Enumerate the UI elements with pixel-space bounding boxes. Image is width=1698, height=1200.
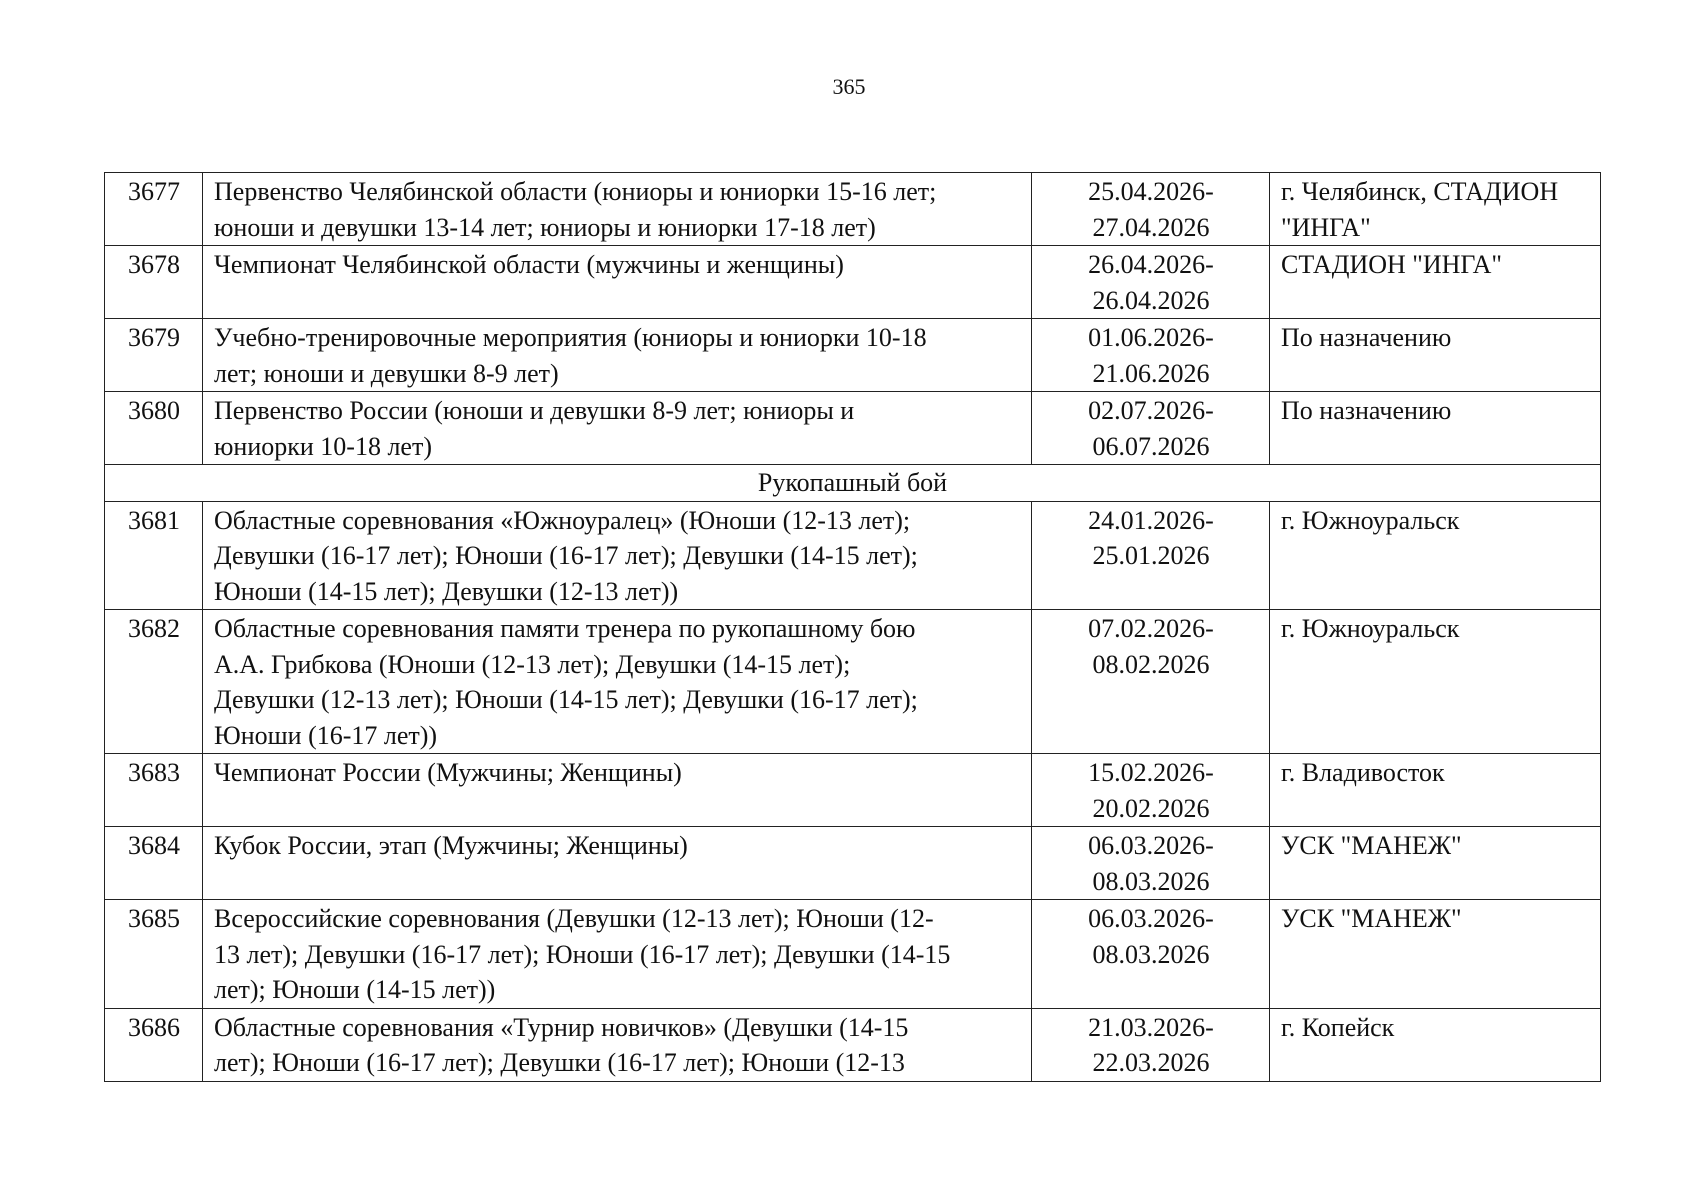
- table-row: [105, 900, 1601, 1009]
- event-dates: 07.02.2026- 08.02.2026: [1032, 610, 1270, 754]
- section-title: Рукопашный бой: [105, 465, 1601, 502]
- table-row: [105, 173, 1601, 246]
- event-dates: 24.01.2026- 25.01.2026: [1032, 501, 1270, 610]
- event-number: 3678: [105, 246, 203, 319]
- event-name: Первенство Челябинской области (юниоры и юниорки 15-16 лет; юноши и девушки 13-14 лет; юниоры и юниорки 17-18 лет): [203, 173, 1032, 246]
- event-number: 3683: [105, 754, 203, 827]
- event-name: Областные соревнования «Турнир новичков» (Девушки (14-15 лет); Юноши (16-17 лет); Девушки (16-17 лет); Юноши (12-13: [203, 1008, 1032, 1081]
- page-number: 365: [832, 74, 866, 99]
- event-name: Первенство России (юноши и девушки 8-9 лет; юниоры и юниорки 10-18 лет): [203, 392, 1032, 465]
- event-number: 3677: [105, 173, 203, 246]
- event-dates: 21.03.2026- 22.03.2026: [1032, 1008, 1270, 1081]
- event-place: УСК "МАНЕЖ": [1270, 900, 1601, 1009]
- event-dates: 02.07.2026- 06.07.2026: [1032, 392, 1270, 465]
- event-name: Чемпионат России (Мужчины; Женщины): [203, 754, 1032, 827]
- events-table: [104, 172, 1601, 1082]
- table-row: [105, 754, 1601, 827]
- event-place: г. Южноуральск: [1270, 610, 1601, 754]
- event-dates: 06.03.2026- 08.03.2026: [1032, 900, 1270, 1009]
- event-name: Областные соревнования «Южноуралец» (Юноши (12-13 лет); Девушки (16-17 лет); Юноши (16-17 лет); Девушки (14-15 лет); Юноши (14-15 лет); Девушки (12-13 лет)): [203, 501, 1032, 610]
- table-row: [105, 827, 1601, 900]
- section-header-row: [105, 465, 1601, 502]
- event-dates: 06.03.2026- 08.03.2026: [1032, 827, 1270, 900]
- event-place: г. Владивосток: [1270, 754, 1601, 827]
- event-place: г. Челябинск, СТАДИОН "ИНГА": [1270, 173, 1601, 246]
- event-name: Учебно-тренировочные мероприятия (юниоры и юниорки 10-18 лет; юноши и девушки 8-9 лет): [203, 319, 1032, 392]
- table-row: [105, 1008, 1601, 1081]
- table-row: [105, 246, 1601, 319]
- event-number: 3680: [105, 392, 203, 465]
- event-number: 3685: [105, 900, 203, 1009]
- event-name: Областные соревнования памяти тренера по рукопашному бою А.А. Грибкова (Юноши (12-13 лет); Девушки (14-15 лет); Девушки (12-13 лет); Юноши (14-15 лет); Девушки (16-17 лет); Юноши (16-17 лет)): [203, 610, 1032, 754]
- event-name: Чемпионат Челябинской области (мужчины и женщины): [203, 246, 1032, 319]
- event-number: 3679: [105, 319, 203, 392]
- event-number: 3684: [105, 827, 203, 900]
- event-name: Всероссийские соревнования (Девушки (12-13 лет); Юноши (12- 13 лет); Девушки (16-17 лет); Юноши (16-17 лет); Девушки (14-15 лет); Юноши (14-15 лет)): [203, 900, 1032, 1009]
- event-place: г. Южноуральск: [1270, 501, 1601, 610]
- event-number: 3681: [105, 501, 203, 610]
- event-dates: 25.04.2026- 27.04.2026: [1032, 173, 1270, 246]
- table-row: [105, 610, 1601, 754]
- table-row: [105, 501, 1601, 610]
- event-name: Кубок России, этап (Мужчины; Женщины): [203, 827, 1032, 900]
- event-number: 3682: [105, 610, 203, 754]
- table-row: [105, 319, 1601, 392]
- event-place: СТАДИОН "ИНГА": [1270, 246, 1601, 319]
- event-number: 3686: [105, 1008, 203, 1081]
- event-place: По назначению: [1270, 392, 1601, 465]
- event-place: По назначению: [1270, 319, 1601, 392]
- event-dates: 26.04.2026- 26.04.2026: [1032, 246, 1270, 319]
- table-row: [105, 392, 1601, 465]
- event-place: УСК "МАНЕЖ": [1270, 827, 1601, 900]
- event-dates: 01.06.2026- 21.06.2026: [1032, 319, 1270, 392]
- event-dates: 15.02.2026- 20.02.2026: [1032, 754, 1270, 827]
- event-place: г. Копейск: [1270, 1008, 1601, 1081]
